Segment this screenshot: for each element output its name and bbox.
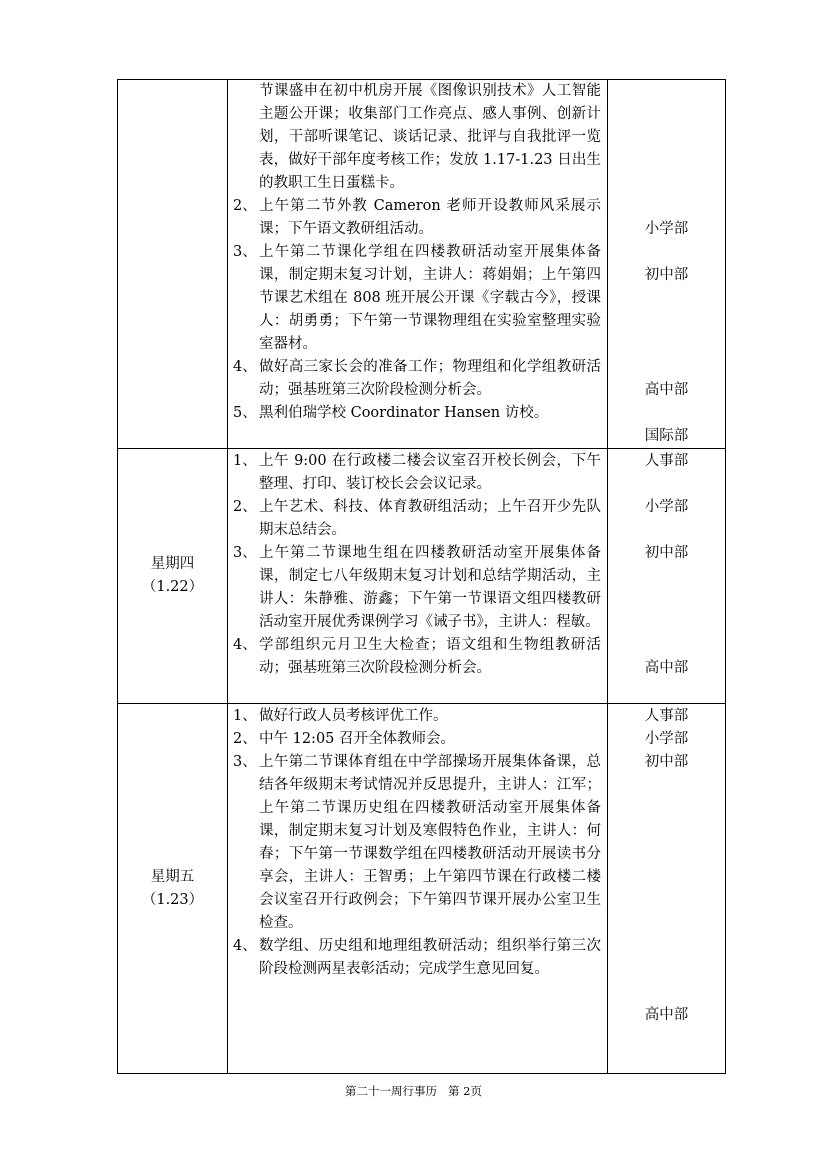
item-number: 4、 <box>233 637 257 653</box>
department-label: 初中部 <box>644 545 689 561</box>
day-date: （1.22） <box>141 579 204 595</box>
item-text: 上午艺术、科技、体育教研组活动；上午召开少先队期末总结会。 <box>259 499 601 538</box>
schedule-item <box>228 241 607 356</box>
schedule-item <box>228 356 607 402</box>
items-cell <box>228 80 608 449</box>
item-text: 节课盛申在初中机房开展《图像识别技术》人工智能主题公开课；收集部门工作亮点、感人事例、创新计划，干部听课笔记、谈话记录、批评与自我批评一览表，做好干部年度考核工作；发放 1.17-1.23 日出生的教职工生日蛋糕卡。 <box>259 83 601 191</box>
item-number: 2、 <box>233 198 257 214</box>
item-text: 中午 12:05 召开全体教师会。 <box>259 731 456 747</box>
item-number <box>233 80 259 195</box>
department-cell <box>608 449 726 704</box>
item-number: 3、 <box>233 754 257 770</box>
schedule-row <box>118 80 726 449</box>
schedule-item <box>228 496 607 542</box>
item-number: 1、 <box>233 453 257 469</box>
schedule-item <box>228 195 607 241</box>
schedule-table <box>117 79 726 1074</box>
item-number: 2、 <box>233 499 257 515</box>
item-text: 黑利伯瑞学校 Coordinator Hansen 访校。 <box>259 405 549 421</box>
department-label: 高中部 <box>644 660 689 676</box>
item-number: 2、 <box>233 731 257 747</box>
department-label: 高中部 <box>644 382 689 398</box>
department-label: 初中部 <box>644 267 689 283</box>
item-text: 数学组、历史组和地理组教研活动；组织举行第三次阶段检测两星表彰活动；完成学生意见回复。 <box>259 938 601 977</box>
schedule-item <box>228 935 607 981</box>
schedule-row <box>118 449 726 704</box>
item-text: 上午第二节课地生组在四楼教研活动室开展集体备课，制定七八年级期末复习计划和总结学期活动，主讲人：朱静雅、游鑫；下午第一节课语文组四楼教研活动室开展优秀课例学习《诫子书》，主讲人：程敏。 <box>259 545 601 630</box>
schedule-item <box>228 634 607 680</box>
department-label: 人事部 <box>644 708 689 724</box>
schedule-item <box>228 450 607 496</box>
day-cell <box>118 449 228 704</box>
day-label: 星期五 <box>150 868 195 885</box>
item-number: 4、 <box>233 938 257 954</box>
schedule-item <box>228 728 607 751</box>
day-cell <box>118 704 228 1074</box>
schedule-row <box>118 704 726 1074</box>
department-label: 初中部 <box>644 754 689 770</box>
department-cell <box>608 80 726 449</box>
item-text: 做好高三家长会的准备工作；物理组和化学组教研活动；强基班第三次阶段检测分析会。 <box>259 359 601 398</box>
schedule-item <box>228 751 607 935</box>
item-text: 上午 9:00 在行政楼二楼会议室召开校长例会，下午整理、打印、装订校长会会议记录。 <box>259 453 601 492</box>
department-label: 国际部 <box>644 428 689 444</box>
items-cell <box>228 704 608 1074</box>
schedule-item <box>228 705 607 728</box>
page-footer <box>0 1083 827 1099</box>
department-label: 小学部 <box>644 731 689 747</box>
schedule-item <box>228 80 607 195</box>
item-number: 5、 <box>233 405 257 421</box>
day-label: 星期四 <box>150 556 195 572</box>
item-number: 4、 <box>233 359 257 375</box>
item-text: 做好行政人员考核评优工作。 <box>259 708 448 724</box>
item-number: 3、 <box>233 244 257 260</box>
day-date: （1.23） <box>141 891 204 908</box>
item-text: 学部组织元月卫生大检查；语文组和生物组教研活动；强基班第三次阶段检测分析会。 <box>259 637 601 676</box>
day-cell <box>118 80 228 449</box>
department-label: 高中部 <box>644 1007 689 1023</box>
item-text: 上午第二节课体育组在中学部操场开展集体备课，总结各年级期末考试情况并反思提升，主讲人：江军；上午第二节课历史组在四楼教研活动室开展集体备课，制定期末复习计划及寒假特色作业，主讲人：何春；下午第一节课数学组在四楼教研活动开展读书分享会，主讲人：王智勇；上午第四节课在行政楼二楼会议室召开行政例会；下午第四节课开展办公室卫生检查。 <box>259 754 601 931</box>
footer-page-number: 第 2页 <box>447 1084 482 1098</box>
item-text: 上午第二节课化学组在四楼教研活动室开展集体备课，制定期末复习计划，主讲人：蒋娟娟；上午第四节课艺术组在 808 班开展公开课《字载古今》，授课人：胡勇勇；下午第一节课物理组在实验室整理实验室器材。 <box>259 244 601 352</box>
items-cell <box>228 449 608 704</box>
department-label: 人事部 <box>644 453 689 469</box>
department-label: 小学部 <box>644 221 689 237</box>
item-number: 3、 <box>233 545 257 561</box>
item-text: 上午第二节外教 Cameron 老师开设教师风采展示课；下午语文教研组活动。 <box>259 198 601 237</box>
schedule-item <box>228 402 607 425</box>
item-number: 1、 <box>233 708 257 724</box>
schedule-item <box>228 542 607 634</box>
department-cell <box>608 704 726 1074</box>
footer-title: 第二十一周行事历 <box>345 1084 438 1098</box>
department-label: 小学部 <box>644 499 689 515</box>
department-label <box>608 80 725 218</box>
